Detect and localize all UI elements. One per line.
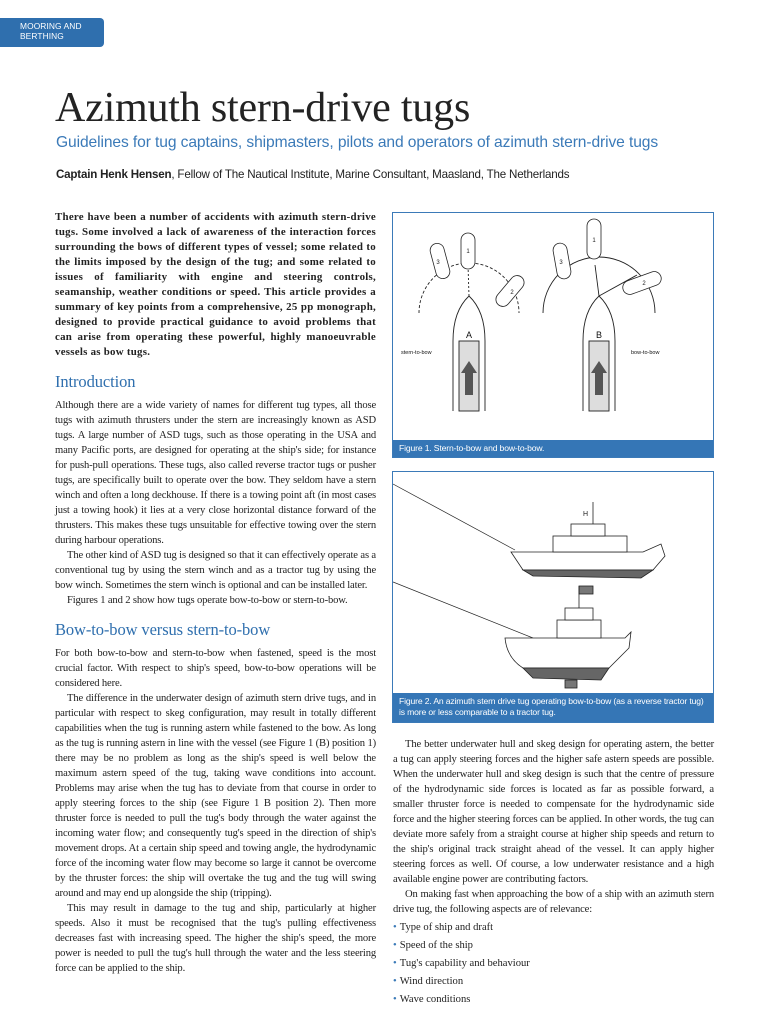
figure-2-caption: Figure 2. An azimuth stern drive tug operating bow-to-bow (as a reverse tractor tug) is more or less comparable to a tractor tug. (393, 693, 713, 722)
tow-line-upper (393, 484, 515, 550)
upper-tug-skeg (523, 570, 653, 578)
introduction-paragraph-2: The other kind of ASD tug is designed so that it can effectively operate as a conventional tug by using the stern winch and as a tractor tug by using the bow winch. Sometimes the stern winch is optional and can be installed later. (55, 550, 376, 591)
figure-2 (392, 471, 714, 723)
lead-paragraph: There have been a number of accidents with azimuth stern-drive tugs. Some involved a lack of awareness of the interaction forces surrounding the bows of different types of vessel; some related to the limits imposed by the design of the tug; and some related to issues of familiarity with engine and steering controls, seamanship, weather conditions or speed. This article provides a summary of key points from a comprehensive, 25 pp monograph, designed to provide practical guidance to avoid problems that can arise from operating these powerful, highly manoeuvrable vessels as bow tugs. (55, 211, 376, 358)
bullet-icon: • (393, 957, 397, 969)
tug-a3 (429, 242, 452, 280)
upper-tug-thruster (579, 586, 593, 594)
direction-arrows (461, 361, 607, 395)
tug-b3-number: 3 (559, 260, 563, 266)
tow-line-lower (393, 582, 533, 638)
list-item: • Wind direction (393, 975, 464, 987)
aspects-list (393, 919, 714, 1009)
bullet-icon: • (393, 975, 397, 987)
list-item: • Wave conditions (393, 993, 471, 1005)
lower-tug-thruster (565, 680, 577, 688)
section-tag-line2: BERTHING (20, 31, 64, 42)
article-subtitle: Guidelines for tug captains, shipmasters, pilots and operators of azimuth stern-drive tugs (56, 134, 659, 151)
bullet-icon: • (393, 922, 397, 933)
section-tag (0, 18, 104, 47)
bow-to-bow-heading: Bow-to-bow versus stern-to-bow (55, 620, 271, 639)
upper-tug-deckhouse (553, 536, 627, 552)
upper-tug-wheelhouse (571, 524, 605, 536)
tug-b1-number: 1 (592, 238, 596, 244)
tug-a3-number: 3 (436, 260, 440, 266)
author-affiliation: , Fellow of The Nautical Institute, Marine Consultant, Maasland, The Netherlands (171, 168, 570, 181)
tug-a1-number: 1 (466, 249, 470, 255)
ship-b-label: B (595, 330, 603, 340)
tug-b2-number: 2 (642, 281, 646, 287)
author-name: Captain Henk Hensen (56, 168, 172, 181)
bow-paragraph-1: For both bow-to-bow and stern-to-bow when fastened, speed is the most crucial factor. With respect to ship's speed, bow-to-bow operations will be considered here. (55, 648, 376, 689)
upper-tug-label: H (583, 511, 589, 518)
list-item: • Speed of the ship (393, 939, 473, 951)
article-title: Azimuth stern-drive tugs (55, 85, 471, 131)
lower-tug-deckhouse (557, 620, 601, 638)
figure-1 (392, 212, 714, 458)
figure-1-caption: Figure 1. Stern-to-bow and bow-to-bow. (393, 440, 713, 457)
bow-to-bow-label: bow-to-bow (631, 350, 660, 356)
figure-1-diagram (393, 213, 713, 442)
section-tag-line1: MOORING AND (20, 21, 82, 31)
right-paragraph-1: The better underwater hull and skeg design for operating astern, the better a tug can apply steering forces and the higher safe astern speeds are possible. When the underwater hull and skeg design is such that the centre of pressure of the hydrodynamic side forces is located as far as possible forward, a smaller thruster force is needed to compensate for the hydrodynamic side force and the higher steering forces can be applied. In other words, the tug can deviate more safely from a straight course at higher ship speeds and return to the ship's original track straight ahead of the vessel. It can apply higher steering forces as well. Of course, a low underwater resistance and a high available engine power are contributing factors. (393, 739, 714, 885)
tug-a2-number: 2 (510, 290, 514, 296)
right-column (393, 737, 714, 1009)
list-item: • Tug's capability and behaviour (393, 957, 530, 969)
bow-paragraph-3: This may result in damage to the tug and ship, particularly at higher speeds. Also it must be recognised that the tug's pulling effectiveness decreases fast with increasing speed. The higher the ship's speed, the more power is needed to pull the tug's hull through the water and the less steering force can be applied to the ship. (55, 903, 376, 974)
byline (56, 168, 569, 181)
left-column (55, 210, 376, 976)
right-paragraph-2: On making fast when approaching the bow of a ship with an azimuth stern drive tug, the following aspects are of relevance: (393, 889, 714, 915)
bullet-icon: • (393, 939, 397, 951)
bullet-icon: • (393, 993, 397, 1005)
figure-2-diagram (393, 472, 713, 694)
bow-paragraph-2: The difference in the underwater design of azimuth stern drive tugs, and in particular with respect to skeg configuration, may result in totally different capabilities when the tug is running astern while fastened to the bow. As long as the tug is running astern in line with the vessel (see Figure 1 (B) position 1) there may be no problem as long as the ship's speed is well below the maximum astern speed of the tug, taking wave conditions into account. Problems may arise when the tug has to deviate from that course in order to apply steering forces to the ship (see Figure 1 B position 2). Then more thruster force is needed to pull the tug's body through the water against the incoming water flow; and consequently tug's speed in the direction of ship's movement drops. At a certain ship speed and towing angle, the hydrodynamic force of the incoming water flow may become so large it cannot be overcome by the thruster forces: the ship will overtake the tug and the tug will swing around and may end up alongside the ship (tripping). (55, 693, 376, 899)
introduction-paragraph-1: Although there are a wide variety of names for different tug types, all those tugs with azimuth thrusters under the stern are increasingly known as ASD tugs. A large number of ASD tugs, such as those operating in the USA and many Pacific ports, are designed for operating at the ship's side; for instance for push-pull operations. These tugs, also called reverse tractor tugs or pusher tugs, are specifically built to operate over the bow. They seldom have a stern winch and often a long deckhouse. If there is a towing point aft (in most cases just a towing hook) it lies at a very close horizontal distance forward of the thrusters. This makes these tugs unsuitable for effective towing over the stern during harbour operations. (55, 400, 376, 546)
stern-to-bow-label: stern-to-bow (401, 350, 432, 356)
introduction-paragraph-3: Figures 1 and 2 show how tugs operate bow-to-bow or stern-to-bow. (67, 595, 348, 606)
list-item: • Type of ship and draft (393, 922, 494, 933)
lower-tug-skeg (523, 668, 609, 680)
ship-a-label: A (465, 330, 473, 340)
introduction-heading: Introduction (55, 372, 136, 391)
lower-tug-wheelhouse (565, 608, 593, 620)
